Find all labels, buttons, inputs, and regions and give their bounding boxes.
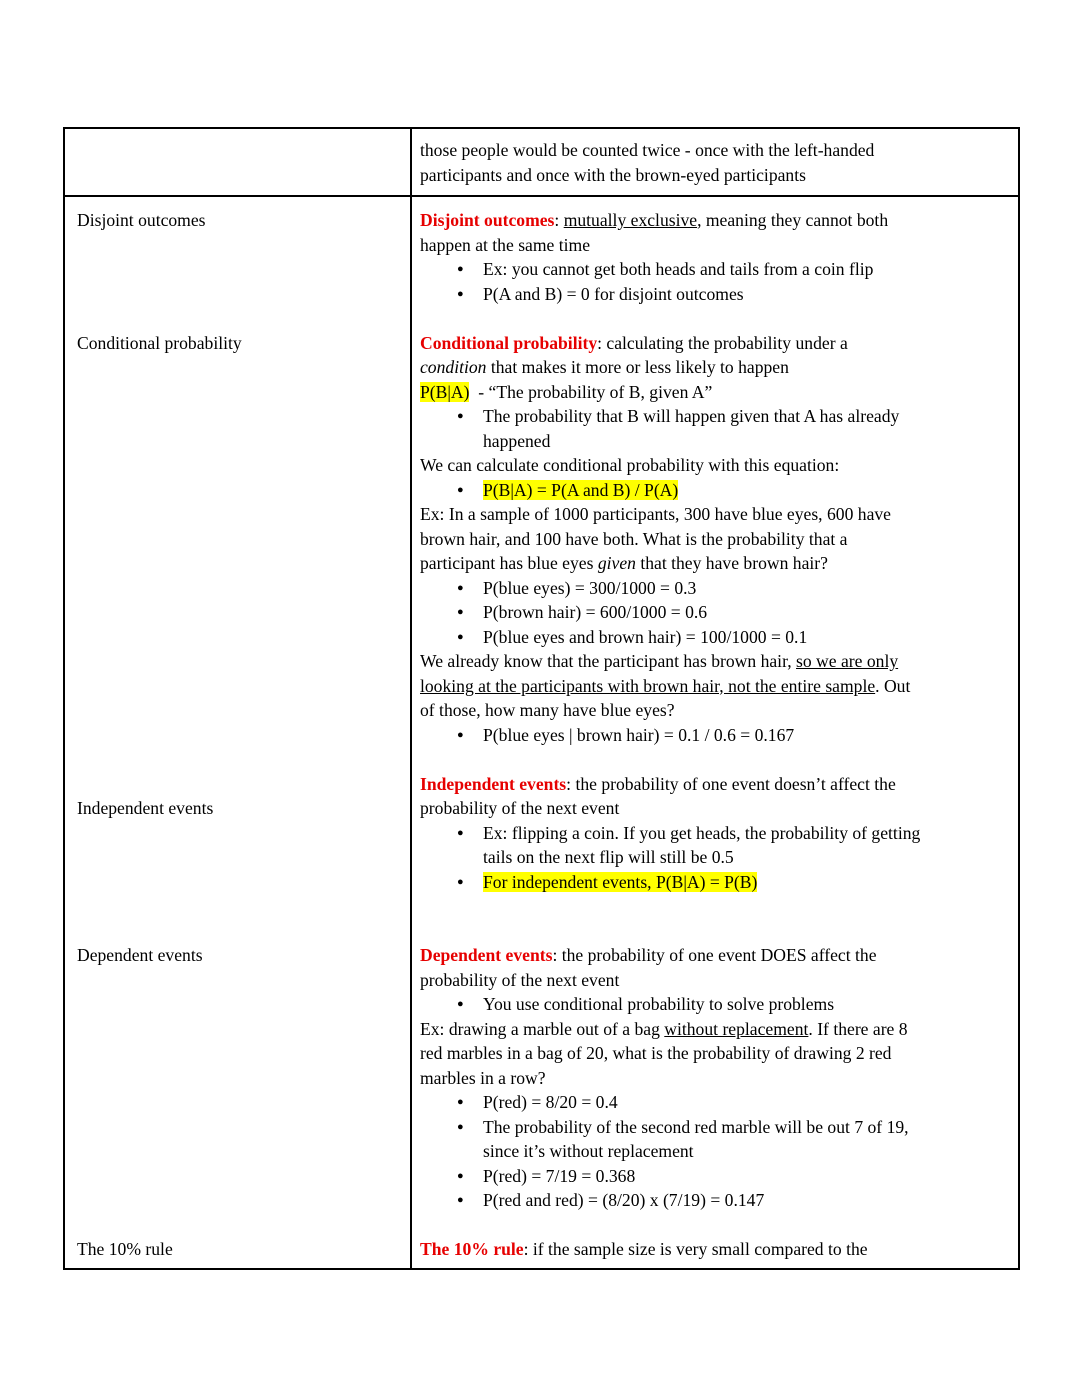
text-run: . Out xyxy=(875,675,911,696)
bullet-icon: ● xyxy=(457,410,464,422)
paragraph xyxy=(420,1017,1005,1091)
bullet-icon: ● xyxy=(457,1169,464,1182)
text-run-underline: mutually exclusive xyxy=(563,210,698,230)
text-run: probability of the next event xyxy=(420,798,620,818)
text-run: : calculating the probability under a xyxy=(597,332,848,353)
text-run-redbold: Independent events xyxy=(420,773,567,794)
paragraph xyxy=(420,331,1005,405)
text-run: You use conditional probability to solve problems xyxy=(483,994,835,1014)
text-run: P(red) = 7/19 = 0.368 xyxy=(483,1165,636,1186)
bullet-text xyxy=(483,625,1005,650)
text-run-underline: looking at the participants with brown hair, not the entire sample xyxy=(420,675,876,696)
bullet-item xyxy=(420,992,1005,1017)
text-run: Ex: flipping a coin. If you get heads, the probability of getting xyxy=(483,822,921,843)
bullet-text xyxy=(483,600,1005,625)
table-body xyxy=(65,197,1018,1262)
text-run: We already know that the participant has brown hair, xyxy=(420,651,797,671)
table-row xyxy=(65,331,1018,748)
text-run: participants and once with the brown-eyed participants xyxy=(420,164,806,185)
bullet-text xyxy=(483,1115,1005,1164)
text-run: tails on the next flip will still be 0.5 xyxy=(483,847,734,867)
bullet-item xyxy=(420,625,1005,650)
definition-cell xyxy=(410,943,1018,1213)
text-run: - “The probability of B, given A” xyxy=(469,381,713,402)
bullet-item xyxy=(420,404,1005,453)
text-run-underline: without replacement xyxy=(664,1018,809,1039)
bullet-icon: ● xyxy=(457,875,464,888)
text-run: Ex: drawing a marble out of a bag xyxy=(420,1018,665,1039)
text-run-underline: so we are only xyxy=(796,651,899,671)
bullet-text xyxy=(483,723,1005,748)
bullet-item xyxy=(420,257,1005,282)
text-run: : the probability of one event doesn’t affect the xyxy=(566,773,896,794)
bullet-icon: ● xyxy=(457,1120,464,1133)
table-row xyxy=(65,208,1018,306)
bullet-icon: ● xyxy=(457,606,464,618)
term-label: Conditional probability xyxy=(77,332,242,353)
text-run: happened xyxy=(483,430,551,451)
notes-table xyxy=(63,127,1020,1270)
text-run-italic: given xyxy=(597,553,636,573)
text-run: P(A and B) = 0 for disjoint outcomes xyxy=(483,283,744,304)
bullet-icon: ● xyxy=(457,483,464,496)
text-run: P(red) = 8/20 = 0.4 xyxy=(483,1092,618,1112)
text-run: marbles in a row? xyxy=(420,1067,546,1088)
text-run: P(blue eyes and brown hair) = 100/1000 = 0.1 xyxy=(483,626,808,647)
bullet-item xyxy=(420,1115,1005,1164)
text-run: P(blue eyes | brown hair) = 0.1 / 0.6 = 0.167 xyxy=(483,724,795,745)
text-run: of those, how many have blue eyes? xyxy=(420,700,675,720)
bullet-text xyxy=(483,1188,1005,1213)
text-run: that they have brown hair? xyxy=(635,553,828,573)
table-row xyxy=(65,943,1018,1213)
bullet-icon: ● xyxy=(457,263,464,275)
bullet-text xyxy=(483,478,1005,503)
bullet-text xyxy=(483,576,1005,601)
bullet-text xyxy=(483,404,1005,453)
term-label: Dependent events xyxy=(77,945,203,965)
definition-cell xyxy=(410,129,1018,195)
text-run-redbold: Conditional probability xyxy=(420,332,598,353)
bullet-item xyxy=(420,870,1005,895)
table-row-continuation xyxy=(65,129,1018,197)
term-label: Independent events xyxy=(77,798,214,818)
text-run: probability of the next event xyxy=(420,969,620,990)
text-run: P(brown hair) = 600/1000 = 0.6 xyxy=(483,602,708,622)
bullet-item xyxy=(420,478,1005,503)
table-row xyxy=(65,772,1018,895)
bullet-text xyxy=(483,282,1005,307)
bullet-text xyxy=(483,257,1005,282)
text-run: that makes it more or less likely to happen xyxy=(486,357,789,377)
text-run: P(blue eyes) = 300/1000 = 0.3 xyxy=(483,577,697,598)
definition-cell xyxy=(410,208,1018,306)
paragraph xyxy=(420,772,1005,821)
text-run: Ex: In a sample of 1000 participants, 300 have blue eyes, 600 have xyxy=(420,504,891,524)
bullet-icon: ● xyxy=(457,1096,464,1108)
text-run-redbold: Disjoint outcomes xyxy=(420,210,555,230)
text-run-highlight: For independent events, P(B|A) = P(B) xyxy=(483,871,758,892)
text-run: : if the sample size is very small compared to the xyxy=(523,1239,868,1259)
bullet-icon: ● xyxy=(457,287,464,300)
text-run: . If there are 8 xyxy=(808,1018,908,1039)
table-row xyxy=(65,1237,1018,1262)
text-run: red marbles in a bag of 20, what is the probability of drawing 2 red xyxy=(420,1043,892,1063)
term-cell xyxy=(65,943,410,1213)
bullet-icon: ● xyxy=(457,630,464,643)
bullet-item xyxy=(420,821,1005,870)
paragraph xyxy=(420,943,1005,992)
bullet-item xyxy=(420,600,1005,625)
paragraph xyxy=(420,1237,1005,1262)
bullet-item xyxy=(420,1090,1005,1115)
paragraph xyxy=(420,649,1005,723)
text-run: We can calculate conditional probability with this equation: xyxy=(420,455,840,475)
text-run: , meaning they cannot both xyxy=(697,210,889,230)
bullet-text xyxy=(483,992,1005,1017)
term-cell xyxy=(65,772,410,895)
bullet-text xyxy=(483,870,1005,895)
term-label: The 10% rule xyxy=(77,1239,173,1259)
bullet-item xyxy=(420,282,1005,307)
term-label: Disjoint outcomes xyxy=(77,210,206,230)
paragraph xyxy=(420,208,1005,257)
definition-cell xyxy=(410,1237,1018,1262)
bullet-text xyxy=(483,821,1005,870)
text-run-italic: condition xyxy=(420,357,487,377)
bullet-text xyxy=(483,1164,1005,1189)
bullet-icon: ● xyxy=(457,728,464,741)
term-cell xyxy=(65,1237,410,1262)
text-run-highlight: P(B|A) = P(A and B) / P(A) xyxy=(483,479,679,500)
text-run-redbold: Dependent events xyxy=(420,945,553,965)
text-run: happen at the same time xyxy=(420,234,591,255)
text-run: participant has blue eyes xyxy=(420,553,598,573)
text-run: Ex: you cannot get both heads and tails from a coin flip xyxy=(483,259,874,279)
bullet-icon: ● xyxy=(457,581,464,594)
definition-cell xyxy=(410,331,1018,748)
bullet-text xyxy=(483,1090,1005,1115)
text-run: The probability that B will happen given that A has already xyxy=(483,406,900,426)
bullet-item xyxy=(420,1188,1005,1213)
text-run: brown hair, and 100 have both. What is the probability that a xyxy=(420,528,848,549)
bullet-item xyxy=(420,576,1005,601)
bullet-item xyxy=(420,1164,1005,1189)
definition-cell xyxy=(410,772,1018,895)
text-run: those people would be counted twice - once with the left-handed xyxy=(420,140,875,160)
term-cell xyxy=(65,208,410,306)
text-run-redbold: The 10% rule xyxy=(420,1239,524,1259)
bullet-icon: ● xyxy=(457,826,464,839)
text-run: P(red and red) = (8/20) x (7/19) = 0.147 xyxy=(483,1190,765,1210)
paragraph xyxy=(420,502,1005,576)
bullet-icon: ● xyxy=(457,1194,464,1206)
term-cell-empty xyxy=(65,129,410,195)
text-run: The probability of the second red marble will be out 7 of 19, xyxy=(483,1116,909,1137)
text-run: : the probability of one event DOES affect the xyxy=(552,945,877,965)
text-run: : xyxy=(554,210,564,230)
text-run-highlight: P(B|A) xyxy=(420,381,470,402)
column-divider xyxy=(410,129,412,1268)
bullet-icon: ● xyxy=(457,998,464,1010)
paragraph xyxy=(420,453,1005,478)
term-cell xyxy=(65,331,410,748)
text-run: since it’s without replacement xyxy=(483,1141,694,1161)
bullet-item xyxy=(420,723,1005,748)
